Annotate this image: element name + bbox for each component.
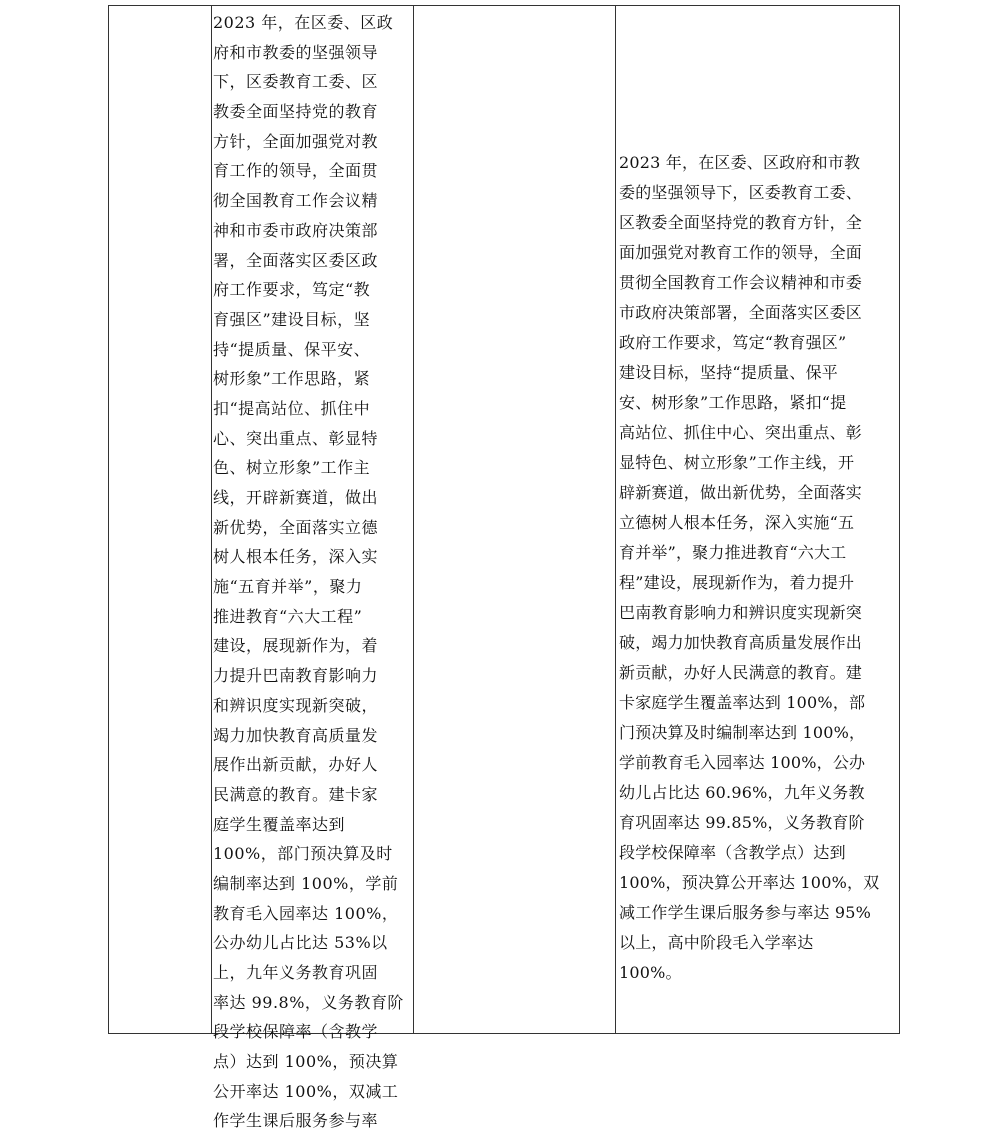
text-line: 色、树立形象”工作主 — [213, 458, 371, 478]
text-line: 持“提质量、保平安、 — [213, 339, 371, 359]
text-line: 程”建设，展现新作为，着力提升 — [619, 573, 855, 592]
text-line: 方针，全面加强党对教 — [213, 131, 379, 151]
text-line: 公开率达 100%，双减工 — [213, 1081, 399, 1101]
column-divider-2 — [413, 6, 414, 1033]
column-2-text — [213, 8, 413, 1136]
text-line: 立德树人根本任务，深入实施“五 — [619, 513, 855, 532]
text-line: 贯彻全国教育工作会议精神和市委 — [619, 273, 863, 292]
text-line: 段学校保障率（含教学点）达到 — [619, 843, 846, 862]
column-divider-3 — [615, 6, 616, 1033]
text-line: 心、突出重点、彰显特 — [213, 428, 379, 448]
text-line: 编制率达到 100%，学前 — [213, 873, 399, 893]
text-line: 和辨识度实现新突破， — [213, 695, 379, 715]
text-line: 点）达到 100%，预决算 — [213, 1052, 399, 1072]
text-line: 署，全面落实区委区政 — [213, 250, 379, 270]
text-line: 2023 年，在区委、区政 — [213, 13, 394, 32]
text-line: 破，竭力加快教育高质量发展作出 — [619, 633, 863, 652]
text-line: 显特色、树立形象”工作主线，开 — [619, 453, 855, 472]
text-line: 辟新赛道，做出新优势，全面落实 — [619, 483, 863, 502]
text-line: 扣“提高站位、抓住中 — [213, 398, 371, 418]
text-line: 彻全国教育工作会议精 — [213, 191, 379, 211]
text-line: 展作出新贡献，办好人 — [213, 755, 379, 775]
text-line: 府和市教委的坚强领导 — [213, 42, 379, 62]
text-line: 政府工作要求，笃定“教育强区” — [619, 333, 847, 352]
text-line: 公办幼儿占比达 53%以 — [213, 933, 388, 953]
text-line: 民满意的教育。建卡家 — [213, 784, 379, 804]
text-line: 100%，部门预决算及时 — [213, 844, 393, 864]
text-line: 府工作要求，笃定“教 — [213, 280, 371, 300]
text-line: 巴南教育影响力和辨识度实现新突 — [619, 603, 863, 622]
text-line: 育并举”，聚力推进教育“六大工 — [619, 543, 847, 562]
text-line: 以上，高中阶段毛入学率达 — [619, 933, 814, 952]
text-line: 委的坚强领导下，区委教育工委、 — [619, 183, 863, 202]
text-line: 新优势，全面落实立德 — [213, 517, 379, 537]
text-line: 卡家庭学生覆盖率达到 100%，部 — [619, 693, 866, 712]
text-line: 100%。 — [619, 963, 682, 982]
text-line: 教育毛入园率达 100%， — [213, 903, 399, 923]
text-line: 段学校保障率（含教学 — [213, 1022, 379, 1042]
text-line: 育工作的领导，全面贯 — [213, 161, 379, 181]
text-line: 2023 年，在区委、区政府和市教 — [619, 153, 861, 172]
text-line: 高站位、抓住中心、突出重点、彰 — [619, 423, 863, 442]
text-line: 建设，展现新作为，着 — [213, 636, 379, 656]
text-line: 推进教育“六大工程” — [213, 606, 363, 626]
text-line: 树形象”工作思路，紧 — [213, 369, 371, 389]
text-line: 线，开辟新赛道，做出 — [213, 488, 379, 507]
text-line: 区教委全面坚持党的教育方针，全 — [619, 213, 863, 232]
text-line: 建设目标，坚持“提质量、保平 — [619, 363, 838, 382]
text-line: 市政府决策部署，全面落实区委区 — [619, 303, 863, 322]
column-4-text — [619, 148, 901, 988]
text-line: 竭力加快教育高质量发 — [213, 725, 379, 745]
text-line: 神和市委市政府决策部 — [213, 220, 379, 240]
text-line: 育强区”建设目标，坚 — [213, 309, 371, 329]
text-line: 门预决算及时编制率达到 100%， — [619, 723, 866, 742]
text-line: 100%，预决算公开率达 100%，双 — [619, 873, 880, 892]
document-table — [108, 5, 900, 1131]
text-line: 庭学生覆盖率达到 — [213, 814, 346, 834]
text-line: 面加强党对教育工作的领导，全面 — [619, 243, 863, 262]
text-line: 安、树形象”工作思路，紧扣“提 — [619, 393, 847, 412]
text-line: 减工作学生课后服务参与率达 95% — [619, 903, 872, 922]
text-line: 上，九年义务教育巩固 — [213, 963, 379, 982]
text-line: 力提升巴南教育影响力 — [213, 666, 379, 686]
text-line: 下，区委教育工委、区 — [213, 72, 379, 92]
text-line: 树人根本任务，深入实 — [213, 547, 379, 567]
text-line: 幼儿占比达 60.96%，九年义务教 — [619, 783, 865, 802]
text-line: 施“五育并举”，聚力 — [213, 577, 363, 597]
text-line: 新贡献，办好人民满意的教育。建 — [619, 663, 863, 682]
text-line: 育巩固率达 99.85%，义务教育阶 — [619, 813, 865, 832]
column-divider-1 — [211, 6, 212, 1033]
text-line: 教委全面坚持党的教育 — [213, 102, 379, 122]
text-line: 作学生课后服务参与率 — [213, 1111, 379, 1131]
text-line: 学前教育毛入园率达 100%，公办 — [619, 753, 866, 772]
text-line: 率达 99.8%，义务教育阶 — [213, 992, 404, 1012]
